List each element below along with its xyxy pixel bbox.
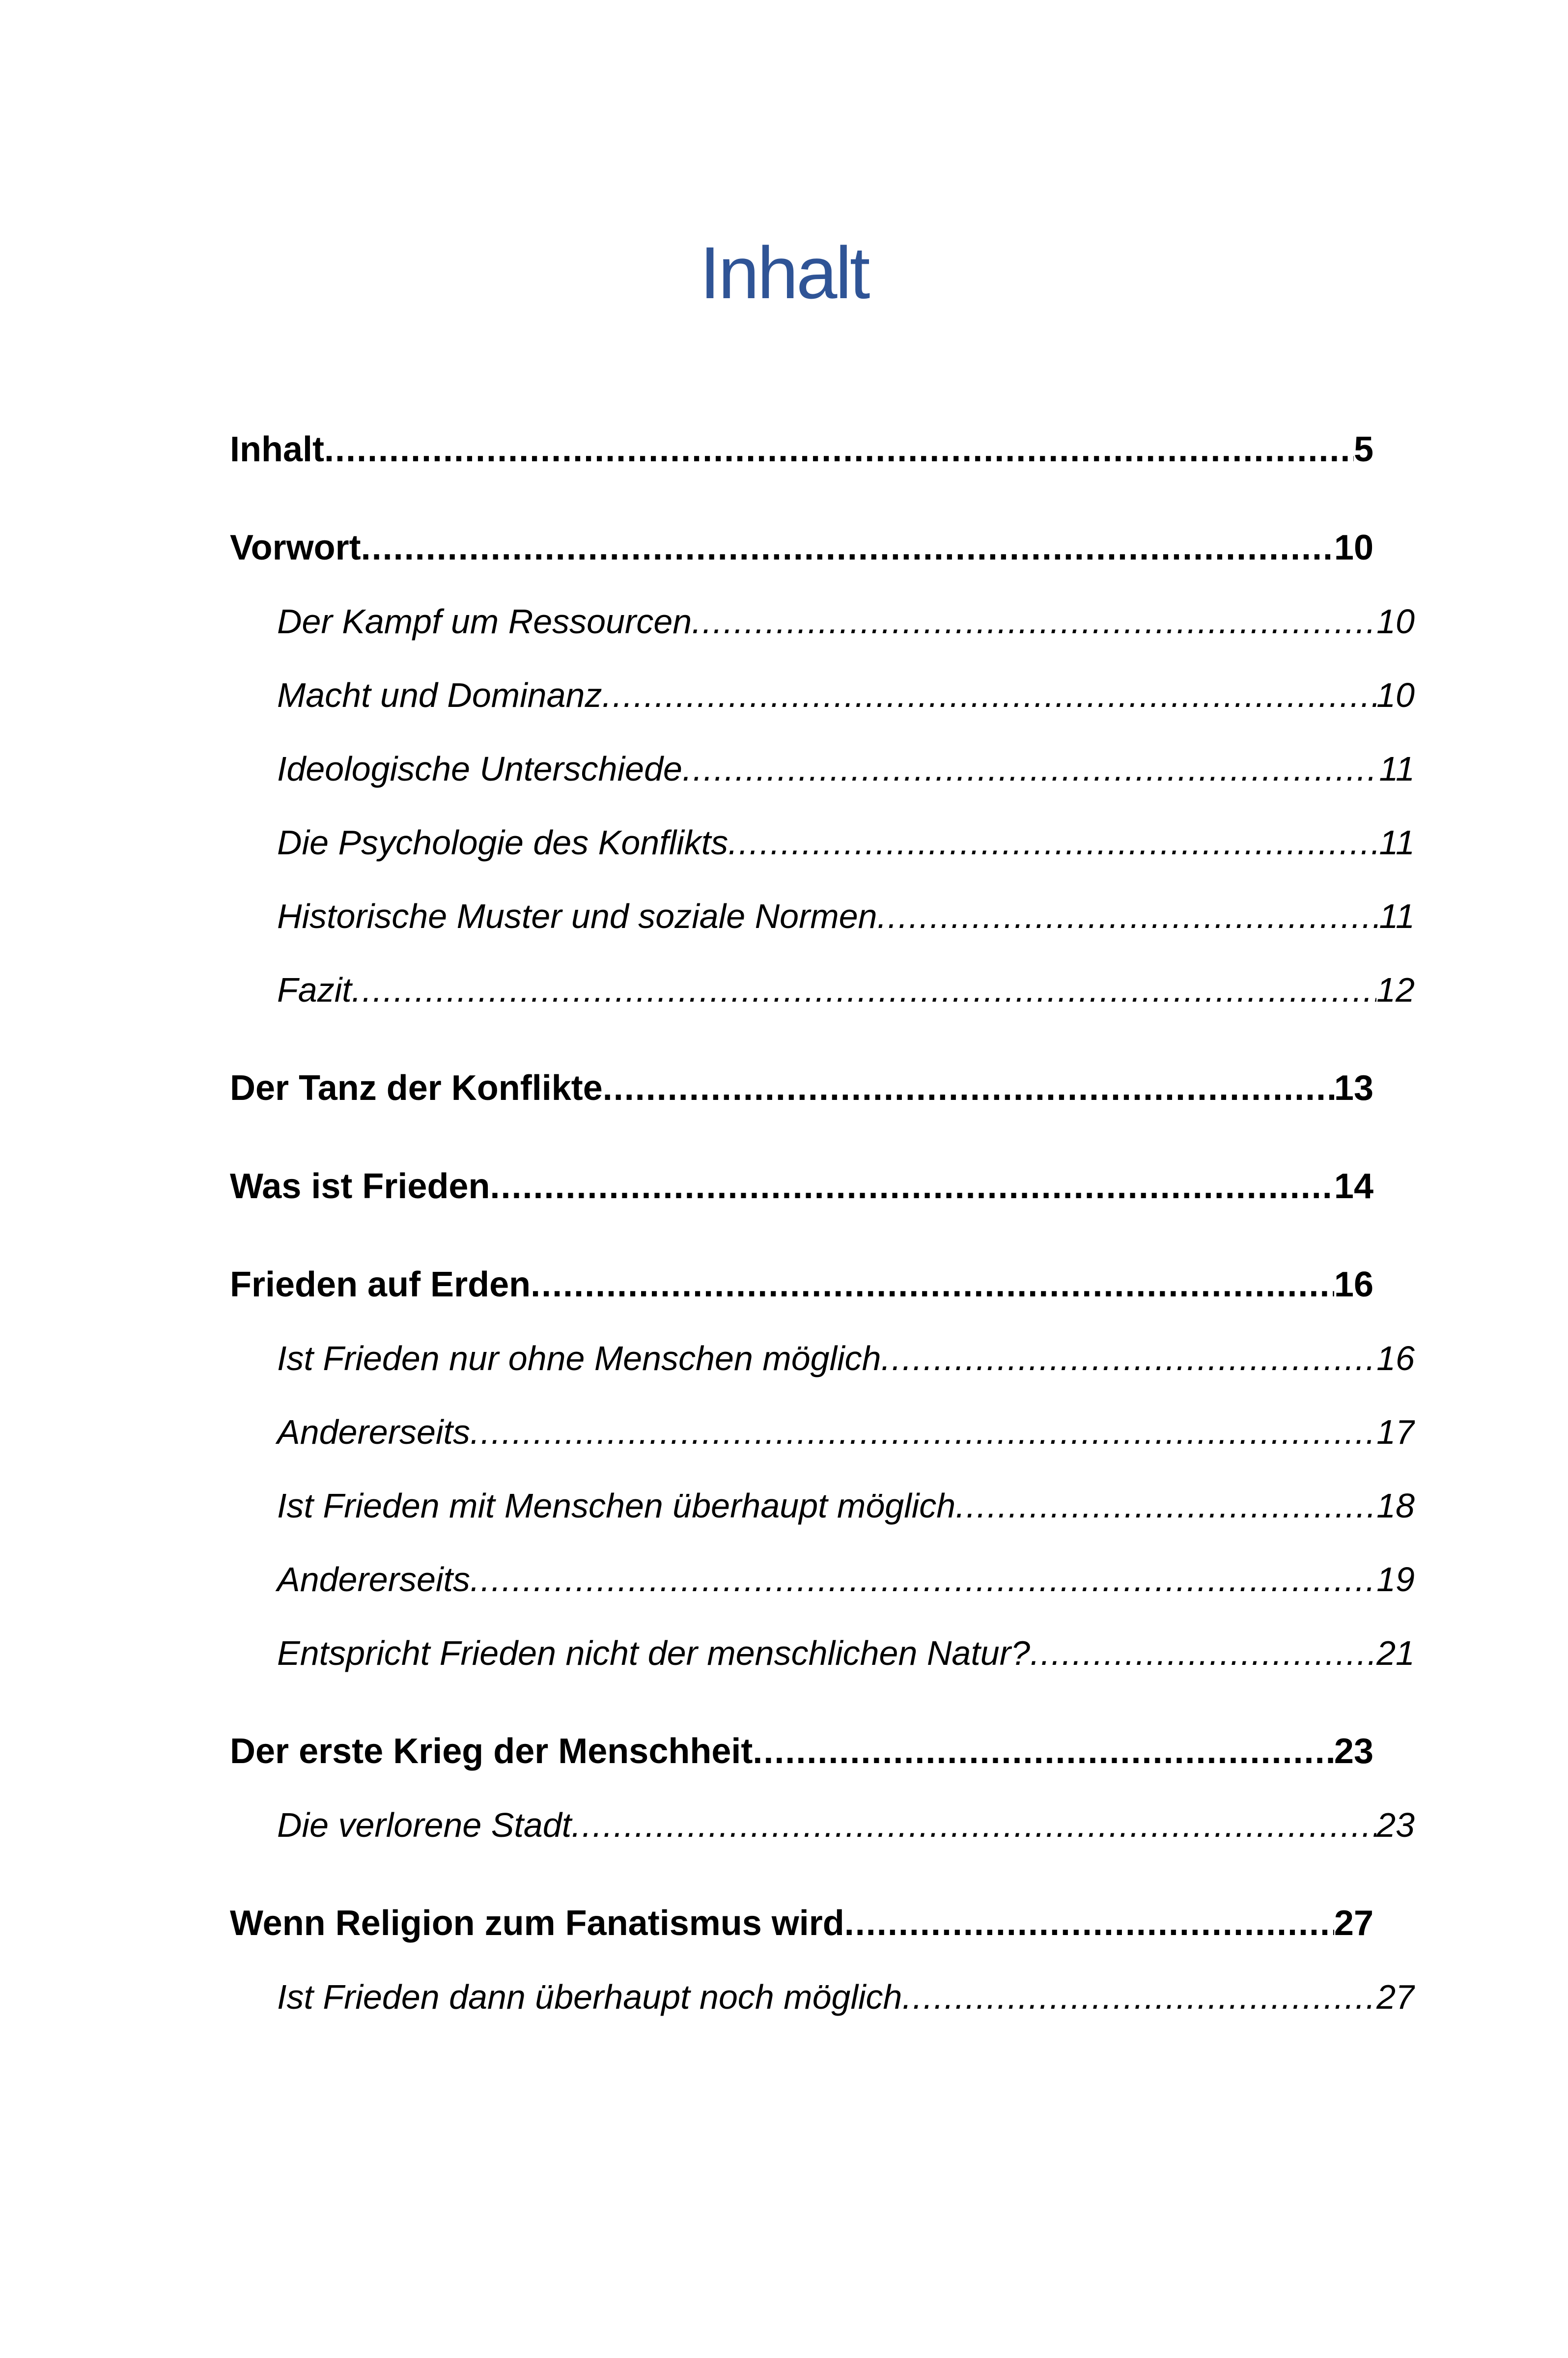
- toc-entry-label: Die Psychologie des Konflikts: [277, 823, 728, 862]
- toc-section-entry[interactable]: [230, 732, 1415, 806]
- toc-page-number: 11: [1379, 823, 1415, 862]
- toc-dot-leader: [602, 658, 1376, 732]
- toc-page-number: 10: [1376, 676, 1415, 714]
- toc-entry-label: Historische Muster und soziale Normen: [277, 897, 877, 935]
- toc-page-number: 21: [1376, 1634, 1415, 1672]
- toc-chapter-entry[interactable]: [230, 1150, 1373, 1223]
- toc-entry-label: Wenn Religion zum Fanatismus wird: [230, 1904, 844, 1943]
- toc-dot-leader: [844, 1886, 1334, 1960]
- toc-page-number: 16: [1334, 1265, 1373, 1304]
- toc-dot-leader: [1030, 1616, 1376, 1690]
- toc-entry-label: Was ist Frieden: [230, 1167, 490, 1206]
- toc-entry-label: Fazit: [277, 971, 352, 1009]
- toc-page-number: 18: [1376, 1487, 1415, 1525]
- toc-entry-label: Andererseits: [277, 1413, 470, 1451]
- toc-entry-label: Andererseits: [277, 1560, 470, 1599]
- toc-section-entry[interactable]: [230, 1788, 1415, 1862]
- toc-page-number: 10: [1376, 602, 1415, 641]
- page-title: Inhalt: [700, 231, 868, 314]
- toc-section-entry[interactable]: [230, 953, 1415, 1027]
- toc-entry-label: Der Tanz der Konflikte: [230, 1068, 603, 1108]
- toc-entry-label: Ist Frieden dann überhaupt noch möglich: [277, 1978, 902, 2016]
- toc-dot-leader: [352, 953, 1376, 1027]
- toc-chapter-entry[interactable]: [230, 1248, 1373, 1321]
- toc-chapter-entry[interactable]: [230, 1886, 1373, 1960]
- toc-chapter-entry[interactable]: [230, 1714, 1373, 1788]
- toc-entry-label: Vorwort: [230, 528, 361, 567]
- toc-chapter-entry[interactable]: [230, 1051, 1373, 1125]
- toc-page-number: 5: [1353, 430, 1373, 469]
- toc-entry-label: Die verlorene Stadt: [277, 1806, 572, 1844]
- toc-entry-label: Ist Frieden nur ohne Menschen möglich: [277, 1339, 881, 1377]
- toc-dot-leader: [324, 413, 1354, 486]
- toc-dot-leader: [692, 585, 1376, 658]
- toc-page-number: 27: [1334, 1904, 1373, 1943]
- toc-dot-leader: [571, 1788, 1376, 1862]
- toc-dot-leader: [753, 1714, 1334, 1788]
- toc-entry-label: Der Kampf um Ressourcen: [277, 602, 692, 641]
- toc-section-entry[interactable]: [230, 879, 1415, 953]
- toc-section-entry[interactable]: [230, 585, 1415, 658]
- toc-page-number: 10: [1334, 528, 1373, 567]
- toc-dot-leader: [902, 1960, 1376, 2034]
- toc-entry-label: Der erste Krieg der Menschheit: [230, 1732, 753, 1771]
- toc-section-entry[interactable]: [230, 1469, 1415, 1543]
- toc-page-number: 27: [1376, 1978, 1415, 2016]
- toc-page-number: 19: [1376, 1560, 1415, 1599]
- toc-section-entry[interactable]: [230, 658, 1415, 732]
- toc-section-entry[interactable]: [230, 1321, 1415, 1395]
- toc-section-entry[interactable]: [230, 1960, 1415, 2034]
- toc-entry-label: Frieden auf Erden: [230, 1265, 531, 1304]
- toc-page-number: 23: [1376, 1806, 1415, 1844]
- toc-entry-label: Ist Frieden mit Menschen überhaupt möglich: [277, 1487, 956, 1525]
- toc-entry-label: Entspricht Frieden nicht der menschlichen Natur?: [277, 1634, 1030, 1672]
- toc-page-number: 14: [1334, 1167, 1373, 1206]
- toc-dot-leader: [490, 1150, 1334, 1223]
- toc-section-entry[interactable]: [230, 1616, 1415, 1690]
- toc-page-number: 13: [1334, 1068, 1373, 1108]
- toc-dot-leader: [361, 511, 1334, 585]
- toc-dot-leader: [470, 1543, 1376, 1616]
- toc-page-number: 23: [1334, 1732, 1373, 1771]
- toc-dot-leader: [955, 1469, 1376, 1543]
- toc-dot-leader: [470, 1395, 1376, 1469]
- toc-page-number: 11: [1379, 750, 1415, 788]
- toc-page-number: 12: [1376, 971, 1415, 1009]
- toc-page-number: 17: [1376, 1413, 1415, 1451]
- toc-page-number: 16: [1376, 1339, 1415, 1377]
- toc-section-entry[interactable]: [230, 1543, 1415, 1616]
- toc-dot-leader: [877, 879, 1379, 953]
- table-of-contents: [230, 413, 1415, 2034]
- toc-chapter-entry[interactable]: [230, 511, 1373, 585]
- toc-dot-leader: [728, 806, 1379, 879]
- toc-entry-label: Macht und Dominanz: [277, 676, 602, 714]
- toc-dot-leader: [531, 1248, 1334, 1321]
- toc-dot-leader: [682, 732, 1379, 806]
- toc-entry-label: Ideologische Unterschiede: [277, 750, 682, 788]
- toc-entry-label: Inhalt: [230, 430, 324, 469]
- toc-dot-leader: [881, 1321, 1377, 1395]
- toc-page-number: 11: [1379, 897, 1415, 935]
- toc-section-entry[interactable]: [230, 806, 1415, 879]
- toc-section-entry[interactable]: [230, 1395, 1415, 1469]
- toc-dot-leader: [603, 1051, 1334, 1125]
- toc-chapter-entry[interactable]: [230, 413, 1373, 486]
